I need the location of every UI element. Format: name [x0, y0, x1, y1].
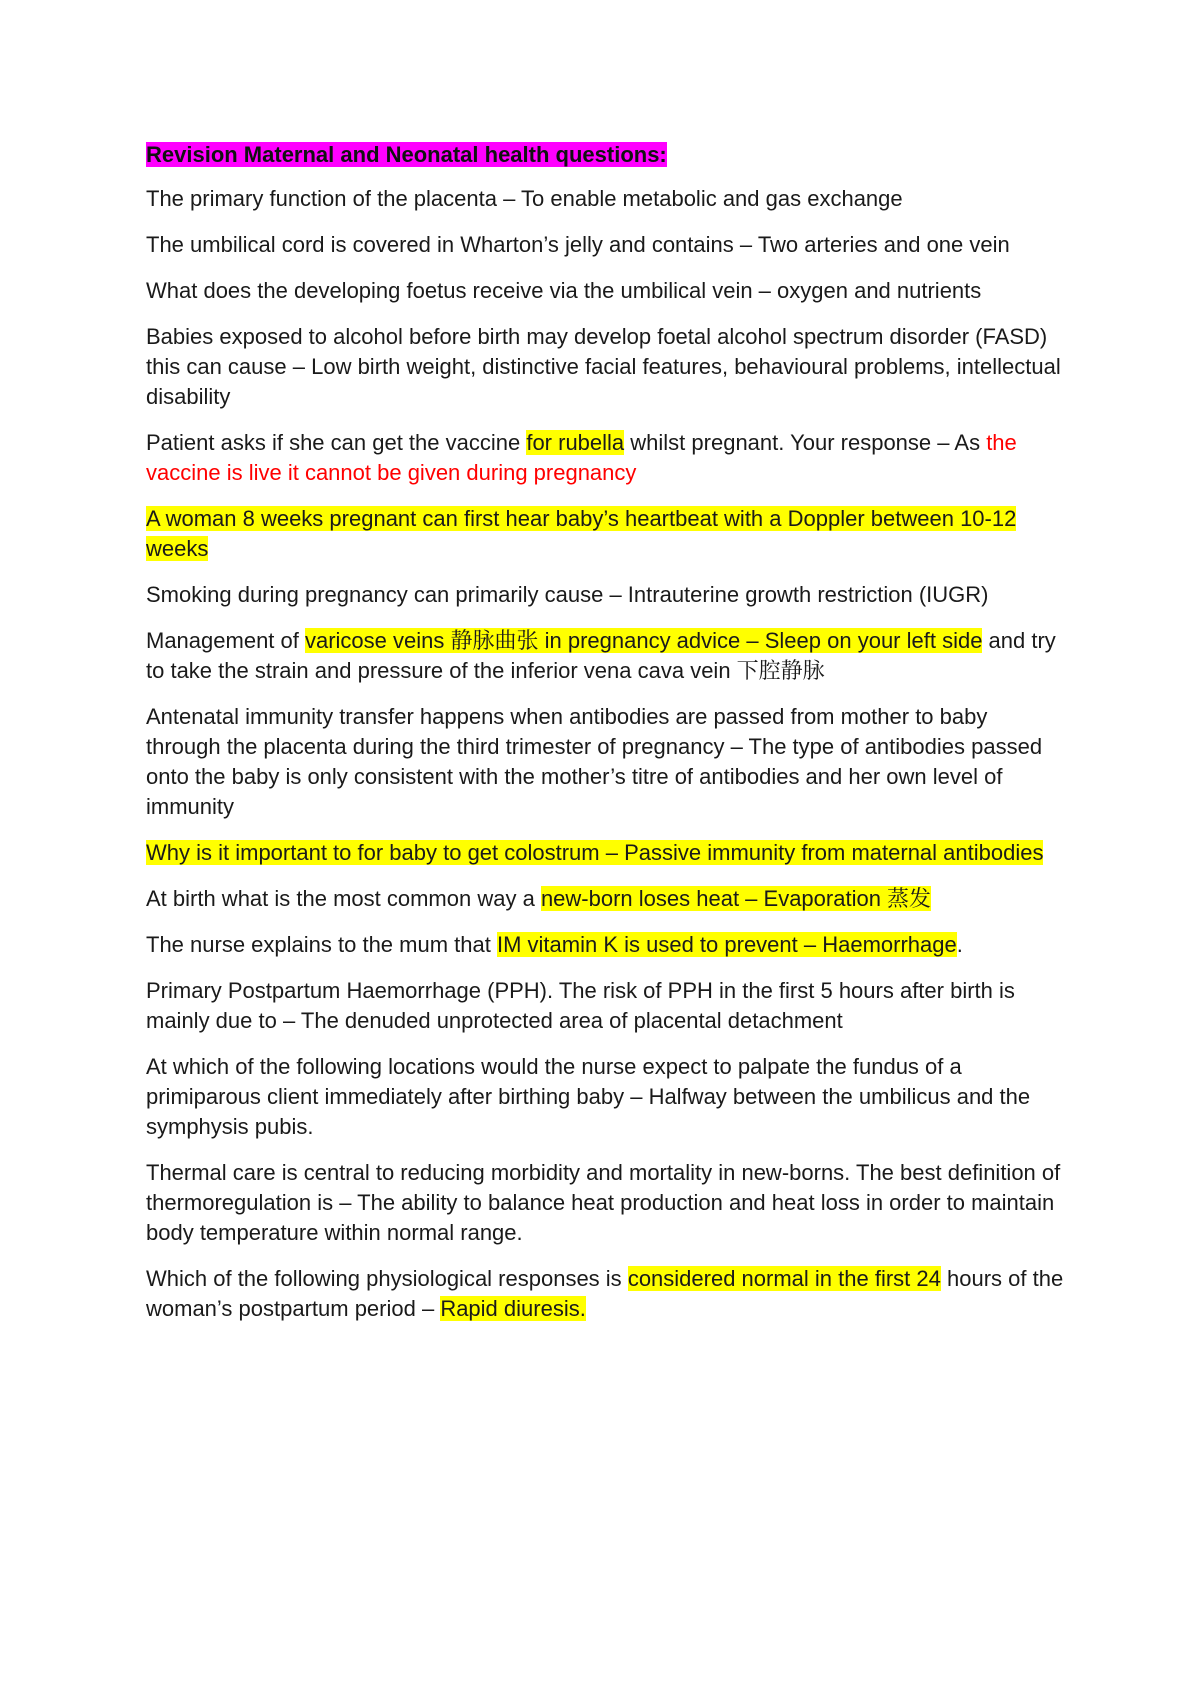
highlighted-text: A woman 8 weeks pregnant can first hear baby’s heartbeat with a Doppler between 10-12 weeks	[146, 506, 1017, 561]
qa-placenta	[146, 184, 1066, 214]
document-page	[146, 140, 1066, 1340]
qa-postpartum	[146, 1264, 1066, 1324]
highlighted-text: new-born loses heat – Evaporation 蒸发	[540, 886, 932, 911]
qa-umbilical-vein	[146, 276, 1066, 306]
qa-text: At birth what is the most common way a	[146, 886, 541, 911]
highlighted-text: Why is it important to for baby to get colostrum – Passive immunity from maternal antibodies	[146, 840, 1044, 865]
qa-text: whilst pregnant. Your response – As	[624, 430, 987, 455]
qa-umbilical-cord	[146, 230, 1066, 260]
qa-smoking	[146, 580, 1066, 610]
qa-text: and try to take the strain and pressure of the inferior vena cava vein 下腔静脉	[146, 628, 1056, 683]
title-highlight: Revision Maternal and Neonatal health questions:	[146, 142, 667, 167]
document-title	[146, 140, 1066, 170]
qa-text: Babies exposed to alcohol before birth may develop foetal alcohol spectrum disorder (FASD) this can cause – Low birth weight, distinctive facial features, behavioural problems, intellectual disability	[146, 324, 1061, 409]
qa-text: Primary Postpartum Haemorrhage (PPH). The risk of PPH in the first 5 hours after birth is mainly due to – The denuded unprotected area of placental detachment	[146, 978, 1015, 1033]
qa-fasd	[146, 322, 1066, 412]
qa-text: Smoking during pregnancy can primarily cause – Intrauterine growth restriction (IUGR)	[146, 582, 989, 607]
qa-text: Antenatal immunity transfer happens when antibodies are passed from mother to baby through the placenta during the third trimester of pregnancy – The type of antibodies passed onto the baby is only consistent with the mother’s titre of antibodies and her own level of immunity	[146, 704, 1043, 819]
qa-text: Patient asks if she can get the vaccine	[146, 430, 527, 455]
qa-antenatal-immunity	[146, 702, 1066, 822]
qa-text: The primary function of the placenta – To enable metabolic and gas exchange	[146, 186, 903, 211]
qa-pph	[146, 976, 1066, 1036]
red-text: the vaccine is live it cannot be given during pregnancy	[146, 430, 1017, 485]
qa-varicose-veins	[146, 626, 1066, 686]
qa-text: .	[956, 932, 963, 957]
qa-heat-loss	[146, 884, 1066, 914]
qa-text: Thermal care is central to reducing morbidity and mortality in new-borns. The best definition of thermoregulation is – The ability to balance heat production and heat loss in order to maintain body temperature within normal range.	[146, 1160, 1061, 1245]
qa-text: hours of the woman’s postpartum period –	[146, 1266, 1064, 1321]
qa-text: The umbilical cord is covered in Wharton’s jelly and contains – Two arteries and one vein	[146, 232, 1010, 257]
qa-text: Which of the following physiological responses is	[146, 1266, 628, 1291]
qa-vitamin-k	[146, 930, 1066, 960]
highlighted-text: IM vitamin K is used to prevent – Haemorrhage	[496, 932, 957, 957]
highlighted-text: for rubella	[526, 430, 625, 455]
qa-text: What does the developing foetus receive via the umbilical vein – oxygen and nutrients	[146, 278, 982, 303]
qa-text: At which of the following locations would the nurse expect to palpate the fundus of a primiparous client immediately after birthing baby – Halfway between the umbilicus and the symphysis pubis.	[146, 1054, 1031, 1139]
highlighted-text: considered normal in the first 24	[627, 1266, 941, 1291]
qa-text: Management of	[146, 628, 305, 653]
qa-doppler	[146, 504, 1066, 564]
qa-text: The nurse explains to the mum that	[146, 932, 497, 957]
qa-colostrum	[146, 838, 1066, 868]
highlighted-text: Rapid diuresis.	[440, 1296, 586, 1321]
qa-rubella	[146, 428, 1066, 488]
qa-fundus	[146, 1052, 1066, 1142]
qa-thermoregulation	[146, 1158, 1066, 1248]
highlighted-text: varicose veins 静脉曲张 in pregnancy advice – Sleep on your left side	[304, 628, 983, 653]
